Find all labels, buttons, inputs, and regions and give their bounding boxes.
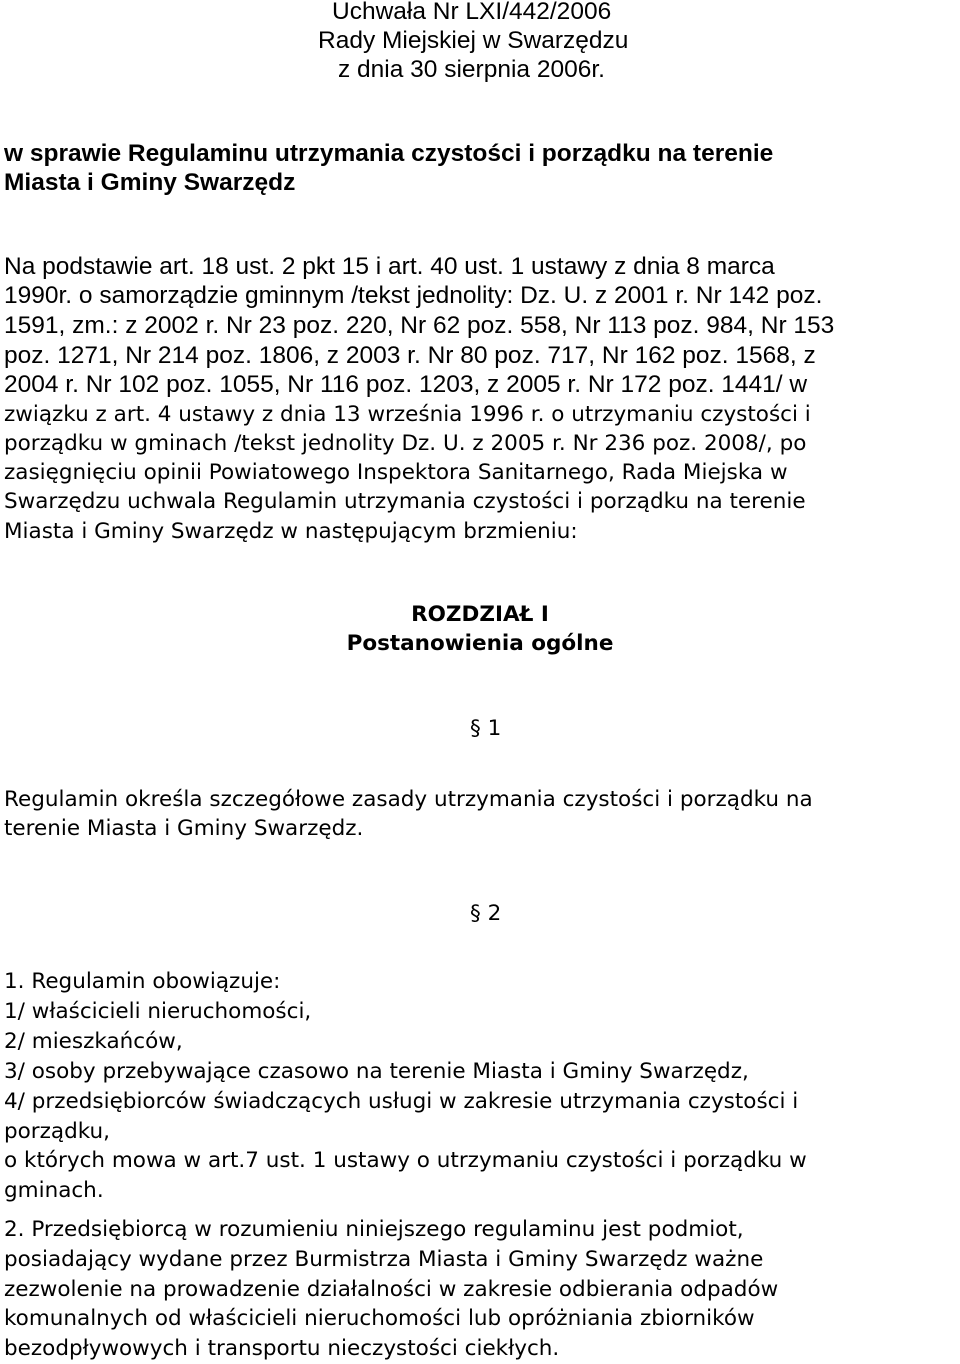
section-mark: § 1 xyxy=(470,716,502,741)
section-text-line: 2/ mieszkańców, xyxy=(4,1029,183,1054)
chapter-title: ROZDZIAŁ I xyxy=(411,602,549,627)
chapter-subtitle: Postanowienia ogólne xyxy=(346,631,614,656)
section-text-line: komunalnych od właścicieli nieruchomości lub opróżniania zbiorników xyxy=(4,1306,755,1331)
section-text-line: posiadający wydane przez Burmistrza Miasta i Gminy Swarzędz ważne xyxy=(4,1247,764,1272)
section-text-line: bezodpływowych i transportu nieczystości ciekłych. xyxy=(4,1336,560,1361)
resolution-number: Uchwała Nr LXI/442/2006 xyxy=(332,0,612,25)
council-name: Rady Miejskiej w Swarzędzu xyxy=(318,27,629,54)
subject-line-2: Miasta i Gminy Swarzędz xyxy=(4,169,296,196)
section-text-line: 1/ właścicieli nieruchomości, xyxy=(4,999,312,1024)
preamble-line: poz. 1271, Nr 214 poz. 1806, z 2003 r. Nr 80 poz. 717, Nr 162 poz. 1568, z xyxy=(4,342,816,369)
section-text-line: Regulamin określa szczegółowe zasady utrzymania czystości i porządku na xyxy=(4,787,813,812)
subject-line-1: w sprawie Regulaminu utrzymania czystości i porządku na terenie xyxy=(4,140,774,167)
section-text-line: 4/ przedsiębiorców świadczących usługi w zakresie utrzymania czystości i xyxy=(4,1089,799,1114)
preamble-line: 2004 r. Nr 102 poz. 1055, Nr 116 poz. 1203, z 2005 r. Nr 172 poz. 1441/ w xyxy=(4,371,808,398)
preamble-line: związku z art. 4 ustawy z dnia 13 września 1996 r. o utrzymaniu czystości i xyxy=(4,402,811,427)
preamble-line: porządku w gminach /tekst jednolity Dz. U. z 2005 r. Nr 236 poz. 2008/, po xyxy=(4,431,807,456)
section-text-line: terenie Miasta i Gminy Swarzędz. xyxy=(4,816,364,841)
preamble-line: 1990r. o samorządzie gminnym /tekst jednolity: Dz. U. z 2001 r. Nr 142 poz. xyxy=(4,282,823,309)
resolution-date: z dnia 30 sierpnia 2006r. xyxy=(338,56,605,83)
section-text-line: porządku, xyxy=(4,1119,110,1144)
preamble-line: Na podstawie art. 18 ust. 2 pkt 15 i art. 40 ust. 1 ustawy z dnia 8 marca xyxy=(4,253,775,280)
section-text-line: 2. Przedsiębiorcą w rozumieniu niniejszego regulaminu jest podmiot, xyxy=(4,1217,744,1242)
preamble-line: zasięgnięciu opinii Powiatowego Inspektora Sanitarnego, Rada Miejska w xyxy=(4,460,788,485)
section-mark: § 2 xyxy=(470,901,502,926)
section-text-line: 3/ osoby przebywające czasowo na terenie Miasta i Gminy Swarzędz, xyxy=(4,1059,749,1084)
preamble-line: Swarzędzu uchwala Regulamin utrzymania czystości i porządku na terenie xyxy=(4,489,806,514)
section-text-line: 1. Regulamin obowiązuje: xyxy=(4,969,281,994)
preamble-line: Miasta i Gminy Swarzędz w następującym brzmieniu: xyxy=(4,519,578,544)
preamble-line: 1591, zm.: z 2002 r. Nr 23 poz. 220, Nr 62 poz. 558, Nr 113 poz. 984, Nr 153 xyxy=(4,312,835,339)
section-text-line: gminach. xyxy=(4,1178,104,1203)
section-text-line: o których mowa w art.7 ust. 1 ustawy o utrzymaniu czystości i porządku w xyxy=(4,1148,807,1173)
section-text-line: zezwolenie na prowadzenie działalności w zakresie odbierania odpadów xyxy=(4,1277,779,1302)
